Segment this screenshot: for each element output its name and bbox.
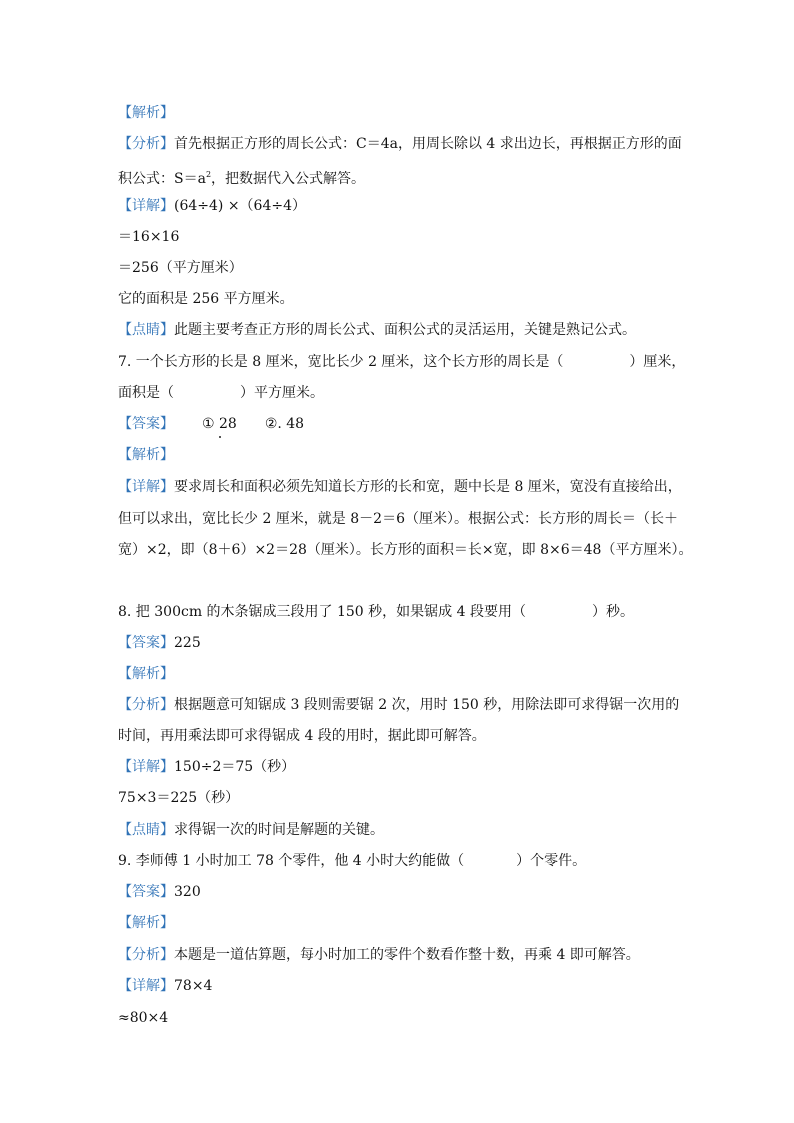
q7-xiangjie-line1: 【详解】要求周长和面积必须先知道长方形的长和宽，题中长是 8 厘米，宽没有直接给出， [118,479,682,495]
q6-xiangjie-line3: ＝256（平方厘米） [118,260,243,276]
q8-xiangjie-line1: 【详解】150÷2＝75（秒） [118,759,296,775]
q7-question-line2: 面积是（ ）平方厘米。 [118,385,324,401]
q9-fenxi: 【分析】本题是一道估算题，每小时加工的零件个数看作整十数，再乘 4 即可解答。 [118,947,640,963]
q8-dianjing: 【点睛】求得锯一次的时间是解题的关键。 [118,822,384,838]
q8-xiangjie-line2: 75×3＝225（秒） [118,790,240,806]
q9-analysis-label: 【解析】 [118,915,174,931]
q7-xiangjie-line3: 宽）×2，即（8＋6）×2＝28（厘米）。长方形的面积＝长×宽，即 8×6＝48（平方厘米）。 [118,542,693,558]
stray-dot [219,436,221,438]
section-analysis-label: 【解析】 [118,105,174,121]
q8-fenxi-line1: 【分析】根据题意可知锯成 3 段则需要锯 2 次，用时 150 秒，用除法即可求得锯一次用的 [118,697,680,713]
q6-dianjing: 【点睛】此题主要考查正方形的周长公式、面积公式的灵活运用，关键是熟记公式。 [118,322,636,338]
q9-xiangjie-line2: ≈80×4 [118,1010,169,1026]
q8-answer: 【答案】225 [118,635,201,651]
q6-fenxi-line1: 【分析】首先根据正方形的周长公式：C＝4a，用周长除以 4 求出边长，再根据正方形的面 [118,136,682,152]
q9-answer: 【答案】320 [118,884,201,900]
q7-xiangjie-line2: 但可以求出，宽比长少 2 厘米，就是 8－2＝6（厘米）。根据公式：长方形的周长＝（长＋ [118,511,678,527]
q6-conclusion: 它的面积是 256 平方厘米。 [118,291,294,307]
q6-fenxi-line2: 积公式：$S=a^2$，把数据代入公式解答。 [118,170,366,187]
q9-xiangjie-line1: 【详解】78×4 [118,978,213,994]
q8-analysis-label: 【解析】 [118,666,174,682]
q7-question-line1: 7. 一个长方形的长是 8 厘米，宽比长少 2 厘米，这个长方形的周长是（ ）厘米， [118,354,686,370]
q9-question: 9. 李师傅 1 小时加工 78 个零件，他 4 小时大约能做（ ）个零件。 [118,853,587,869]
q7-answer: 【答案】 ① 28 ②. 48 [118,416,305,432]
q8-question: 8. 把 300cm 的木条锯成三段用了 150 秒，如果锯成 4 段要用（ ）秒。 [118,604,634,620]
q8-fenxi-line2: 时间，再用乘法即可求得锯成 4 段的用时，据此即可解答。 [118,728,486,744]
q6-xiangjie-line1: 【详解】(64÷4) ×（64÷4） [118,198,307,214]
q7-analysis-label: 【解析】 [118,447,174,463]
q6-xiangjie-line2: ＝16×16 [118,229,180,245]
